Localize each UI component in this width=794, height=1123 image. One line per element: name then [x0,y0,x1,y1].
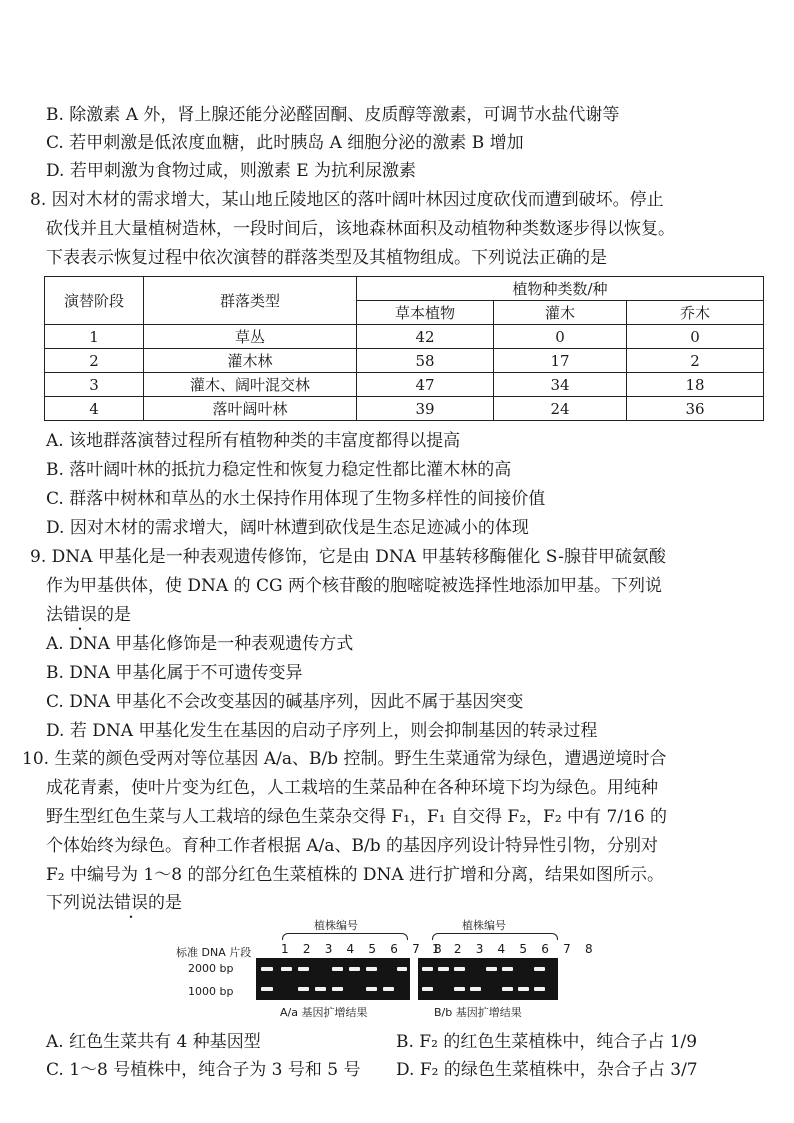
q9-emphasis: 错误 [63,605,97,625]
cell-shrub: 17 [494,349,627,373]
gel-band [422,987,433,991]
header-stage: 演替阶段 [45,277,144,325]
gel-band [315,987,326,991]
gel-b [418,958,558,1000]
cell-herb: 47 [357,373,494,397]
cell-stage: 3 [45,373,144,397]
cell-stage: 2 [45,349,144,373]
q7-option-c: C. 若甲刺激是低浓度血糖，此时胰岛 A 细胞分泌的激素 B 增加 [46,133,524,153]
gel-band [470,987,481,991]
gel-band [383,987,394,991]
gel-band [518,987,529,991]
plant-number-label-a: 植株编号 [314,919,358,932]
q10-stem-4: 个体始终为绿色。育种工作者根据 A/a、B/b 的基因序列设计特异性引物，分别对 [46,836,659,856]
cell-herb: 58 [357,349,494,373]
cell-tree: 36 [627,397,764,421]
cell-shrub: 34 [494,373,627,397]
table-row [45,373,764,397]
table-row [45,325,764,349]
gel-band [261,987,273,991]
q9-stem-3 [46,604,131,626]
lane-numbers-b: 1 2 3 4 5 6 7 8 [432,942,598,956]
gel-band [502,987,513,991]
header-herb: 草本植物 [357,301,494,325]
q10-option-b: B. F₂ 的红色生菜植株中，纯合子占 1/9 [396,1032,698,1052]
cell-shrub: 0 [494,325,627,349]
header-species-count: 植物种类数/种 [357,277,764,301]
gel-band [366,967,377,971]
q9-stem-2: 作为甲基供体，使 DNA 的 CG 两个核苷酸的胞嘧啶被选择性地添加甲基。下列说 [46,576,662,596]
q10-stem-2: 成花青素，使叶片变为红色，人工栽培的生菜品种在各种环境下均为绿色。用纯种 [46,778,658,798]
gel-band [298,987,309,991]
brace-b [432,933,558,940]
q7-option-d: D. 若甲刺激为食物过咸，则激素 E 为抗利尿激素 [46,161,417,181]
cell-type: 灌木林 [144,349,357,373]
q9-option-c: C. DNA 甲基化不会改变基因的碱基序列，因此不属于基因突变 [46,692,524,712]
q10-stem-6 [46,892,182,914]
table-row [45,397,764,421]
gel-band [534,967,545,971]
gel-band [349,967,360,971]
q9-option-b: B. DNA 甲基化属于不可遗传变异 [46,663,303,683]
cell-tree: 2 [627,349,764,373]
q9-stem-1: 9. DNA 甲基化是一种表观遗传修饰，它是由 DNA 甲基转移酶催化 S-腺苷甲硫氨酸 [30,547,666,567]
gel-band [502,967,513,971]
q8-option-d: D. 因对木材的需求增大，阔叶林遭到砍伐是生态足迹减小的体现 [46,518,529,538]
gel-band [438,967,449,971]
q10-stem-3: 野生型红色生菜与人工栽培的绿色生菜杂交得 F₁，F₁ 自交得 F₂，F₂ 中有 7/16 的 [46,807,668,827]
gel-a [256,958,410,1000]
q8-stem-3: 下表表示恢复过程中依次演替的群落类型及其植物组成。下列说法正确的是 [46,248,607,268]
caption-b: B/b 基因扩增结果 [434,1006,522,1019]
gel-band [332,967,343,971]
q8-option-a: A. 该地群落演替过程所有植物种类的丰富度都得以提高 [46,431,461,451]
q10-emphasis: 错误 [114,893,148,913]
gel-band [534,987,545,991]
q10-stem-1: 10. 生菜的颜色受两对等位基因 A/a、B/b 控制。野生生菜通常为绿色，遭遇逆境时合 [22,749,667,769]
q10-stem-5: F₂ 中编号为 1～8 的部分红色生菜植株的 DNA 进行扩增和分离，结果如图所示。 [46,865,665,885]
cell-type: 草丛 [144,325,357,349]
q9-stem-3-pre: 法 [46,605,63,625]
gel-band [422,967,433,971]
marker-label: 标准 DNA 片段 [176,946,252,959]
header-shrub: 灌木 [494,301,627,325]
brace-a [282,933,408,940]
cell-type: 落叶阔叶林 [144,397,357,421]
cell-shrub: 24 [494,397,627,421]
q8-option-c: C. 群落中树林和草丛的水土保持作用体现了生物多样性的间接价值 [46,489,546,509]
q10-stem-6-post: 的是 [148,893,182,913]
q10-option-c: C. 1～8 号植株中，纯合子为 3 号和 5 号 [46,1060,361,1080]
caption-a: A/a 基因扩增结果 [280,1006,368,1019]
q8-option-b: B. 落叶阔叶林的抵抗力稳定性和恢复力稳定性都比灌木林的高 [46,460,512,480]
q8-stem-1: 8. 因对木材的需求增大，某山地丘陵地区的落叶阔叶林因过度砍伐而遭到破坏。停止 [30,190,664,210]
gel-band [332,987,343,991]
plant-number-label-b: 植株编号 [462,919,506,932]
header-community-type: 群落类型 [144,277,357,325]
cell-tree: 18 [627,373,764,397]
q8-stem-2: 砍伐并且大量植树造林，一段时间后，该地森林面积及动植物种类数逐步得以恢复。 [46,219,675,239]
q7-option-b: B. 除激素 A 外，肾上腺还能分泌醛固酮、皮质醇等激素，可调节水盐代谢等 [46,105,620,125]
cell-type: 灌木、阔叶混交林 [144,373,357,397]
cell-stage: 4 [45,397,144,421]
gel-band [281,967,292,971]
cell-stage: 1 [45,325,144,349]
q9-option-d: D. 若 DNA 甲基化发生在基因的启动子序列上，则会抑制基因的转录过程 [46,721,598,741]
cell-tree: 0 [627,325,764,349]
q10-stem-6-pre: 下列说法 [46,893,114,913]
bp-1000-label: 1000 bp [188,985,234,998]
gel-band [261,967,273,971]
cell-herb: 39 [357,397,494,421]
lane-numbers-a: 1 2 3 4 5 6 7 8 [281,942,447,956]
gel-band [298,967,309,971]
gel-band [486,967,497,971]
succession-table [44,276,764,421]
gel-band [397,967,407,971]
bp-2000-label: 2000 bp [188,962,234,975]
q10-option-d: D. F₂ 的绿色生菜植株中，杂合子占 3/7 [396,1060,698,1080]
q9-option-a: A. DNA 甲基化修饰是一种表观遗传方式 [46,634,354,654]
table-row [45,349,764,373]
gel-band [366,987,377,991]
gel-band [454,967,465,971]
q9-stem-3-post: 的是 [97,605,131,625]
cell-herb: 42 [357,325,494,349]
gel-band [454,987,465,991]
q10-option-a: A. 红色生菜共有 4 种基因型 [46,1032,261,1052]
header-tree: 乔木 [627,301,764,325]
